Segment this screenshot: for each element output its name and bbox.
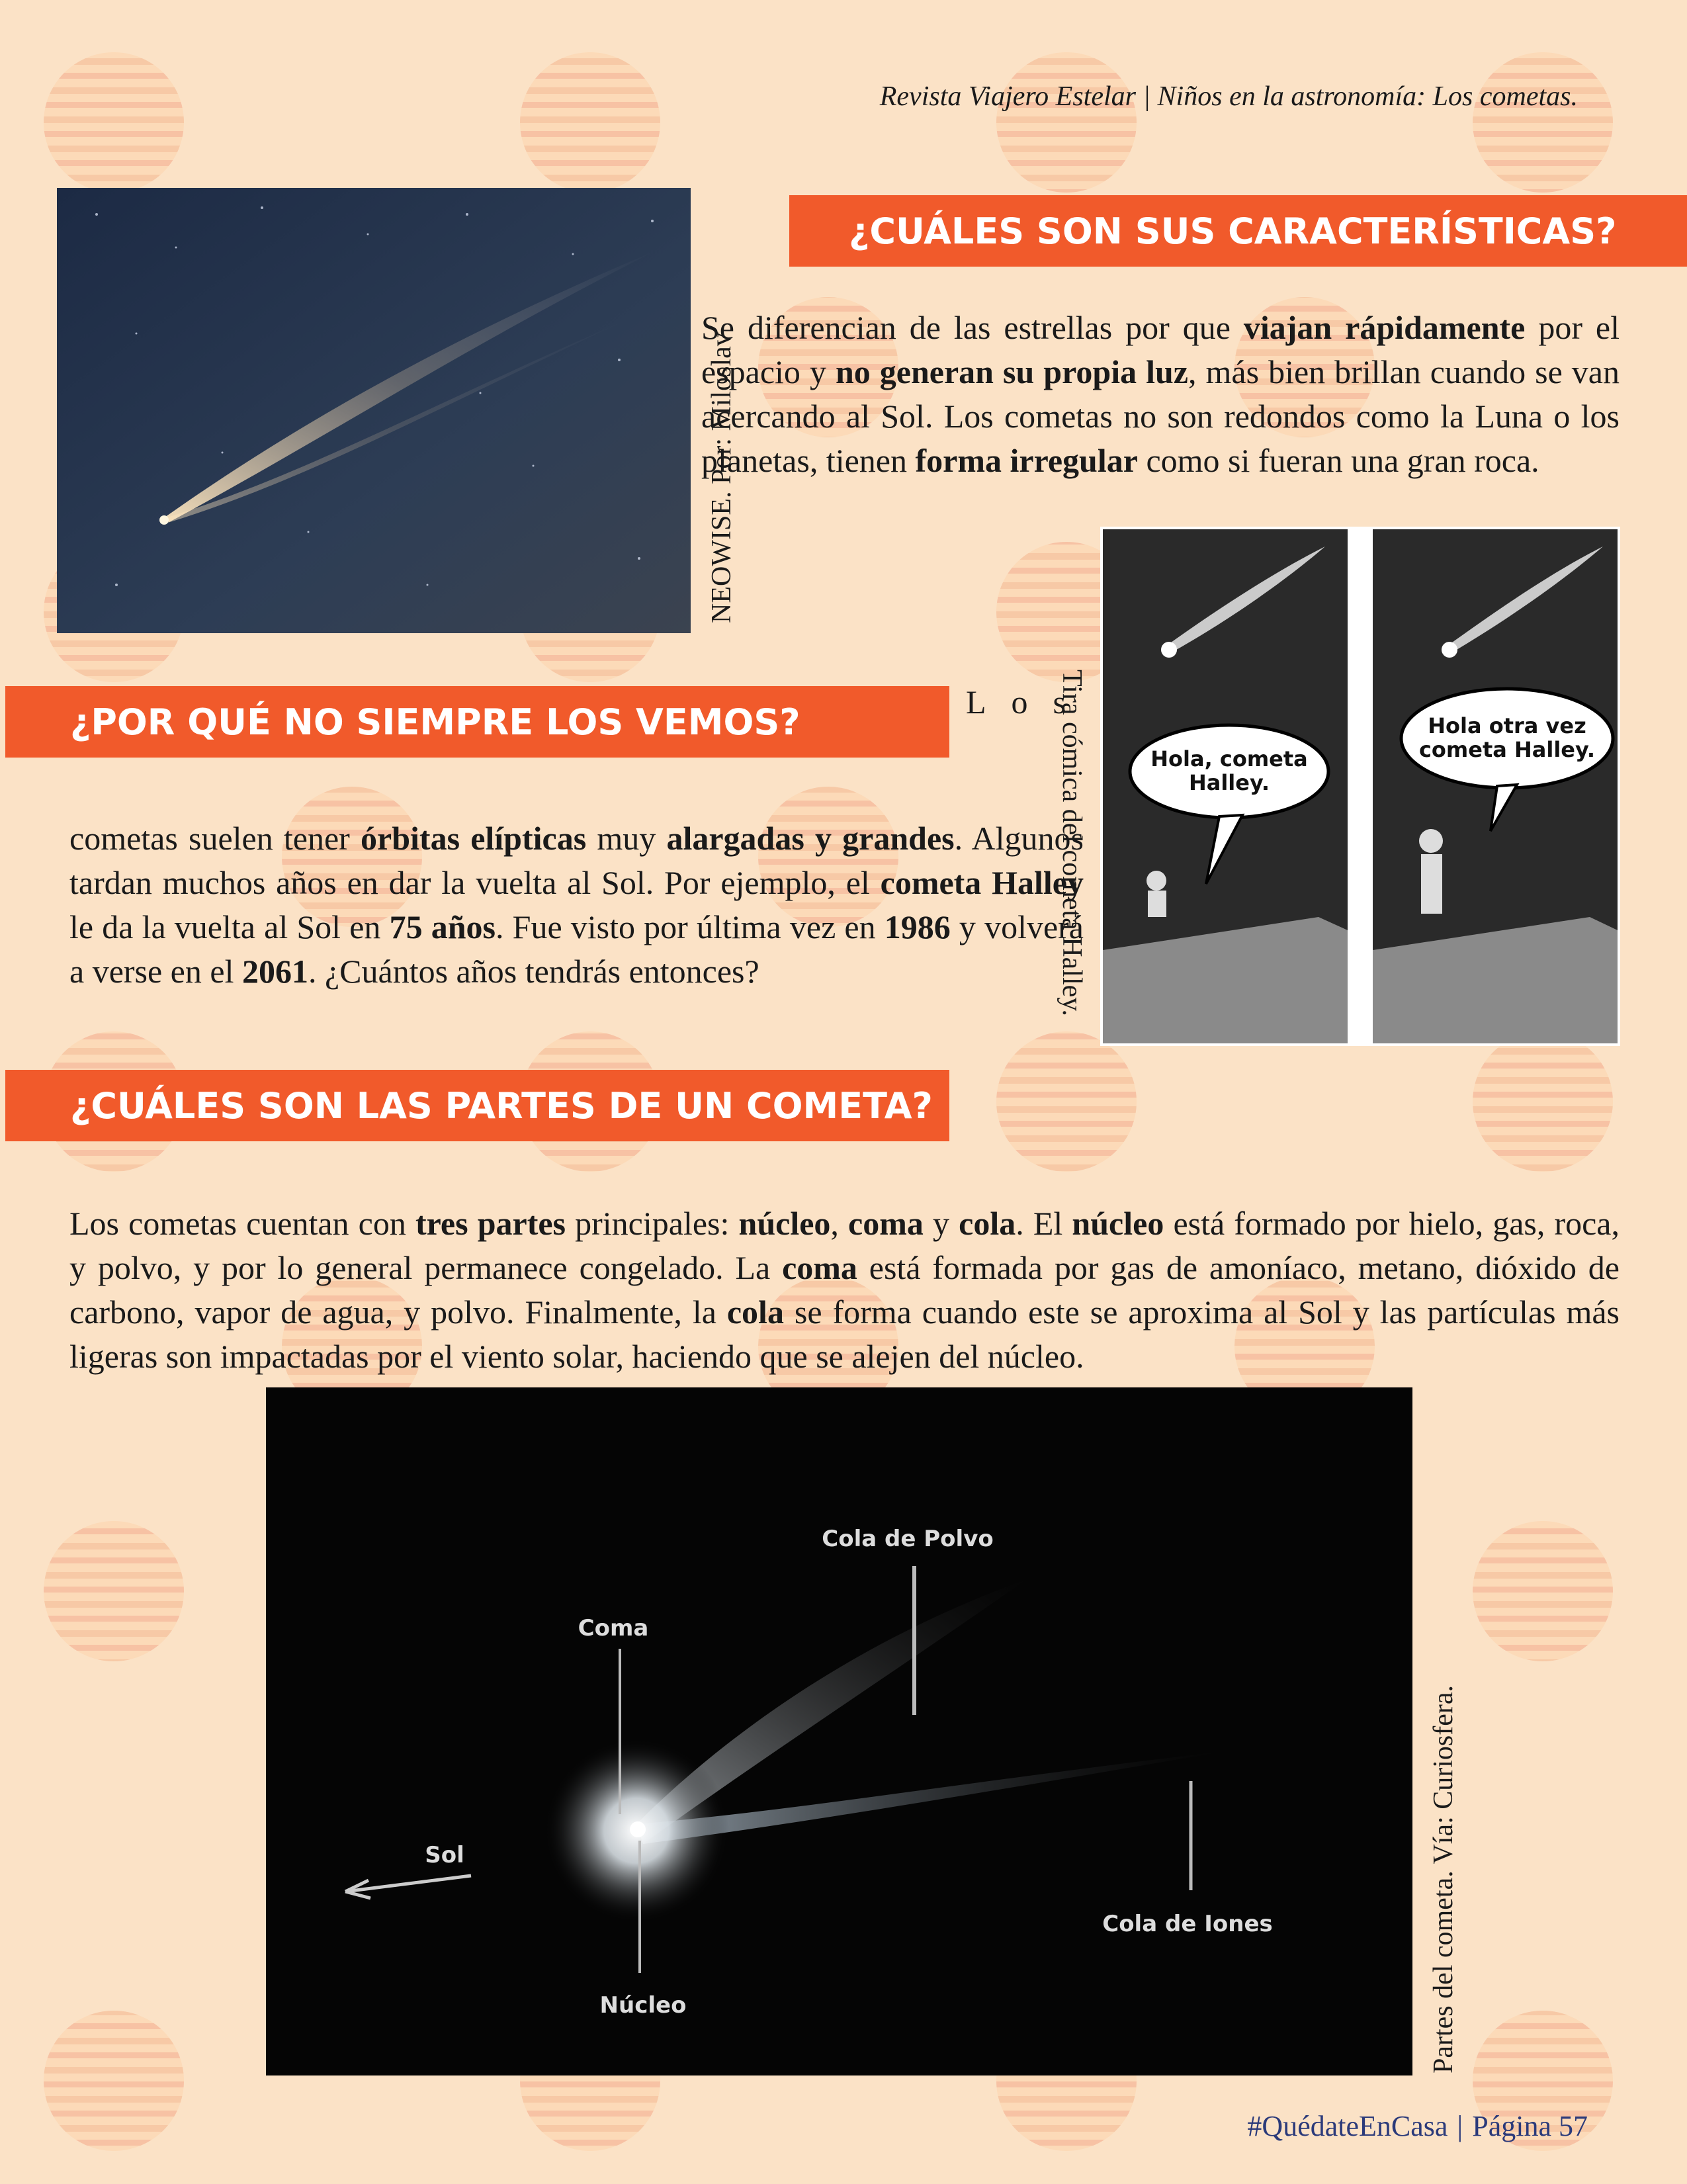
comet-neowise-photo [57,188,691,633]
paragraph-caracteristicas: Se diferencian de las estrellas por que viajan rápidamente por el espacio y no generan su propia luz, más bien brillan cuando se van acercando al Sol. Los cometas no son redondos como la Luna o los planetas, tienen forma irregular como si fueran una gran roca. [701,309,1620,479]
comic-caption: Tira cómica del cometa Halley. [1057,670,1087,1017]
label-sol: Sol [425,1842,464,1868]
bubble1-text-1: Hola, cometa [1150,746,1308,771]
footer-page-number: Página 57 [1472,2110,1588,2142]
heading-partes: ¿CUÁLES SON LAS PARTES DE UN COMETA? [5,1070,949,1141]
label-cola-polvo: Cola de Polvo [822,1526,994,1552]
page-footer: #QuédateEnCasa | Página 57 [1247,2110,1588,2142]
bubble2-text-1: Hola otra vez [1428,713,1586,738]
paragraph-partes: Los cometas cuentan con tres partes principales: núcleo, coma y cola. El núcleo está formado por hielo, gas, roca, y polvo, y por lo general permanece congelado. La coma está formada por gas de amoníaco, metano, dióxido de carbono, vapor de agua, y polvo. Finalmente, la cola se forma cuando este se aproxima al Sol y las partículas más ligeras son impactadas por el viento solar, haciendo que se alejen del núcleo. [69,1205,1620,1375]
heading-caracteristicas: ¿CUÁLES SON SUS CARACTERÍSTICAS? [789,195,1687,267]
heading-por-que: ¿POR QUÉ NO SIEMPRE LOS VEMOS? [5,686,949,758]
comet-parts-diagram [266,1387,1412,2075]
paragraph-orbitas: cometas suelen tener órbitas elípticas muy alargadas y grandes. Algunos tardan muchos años en dar la vuelta al Sol. Por ejemplo, el cometa Halley le da la vuelta al Sol en 75 años. Fue visto por última vez en 1986 y volverá a verse en el 2061. ¿Cuántos años tendrás entonces? [69,820,1084,990]
diagram-caption: Partes del cometa. Vía: Curiosfera. [1428,1684,1459,2074]
bubble1-text-2: Halley. [1188,770,1270,795]
label-cola-iones: Cola de Iones [1102,1911,1273,1937]
label-coma: Coma [578,1615,649,1641]
bubble2-text-2: cometa Halley. [1418,737,1596,762]
label-nucleo: Núcleo [599,1992,687,2019]
halley-comic-strip [1100,527,1620,1046]
page-header: Revista Viajero Estelar | Niños en la astronomía: Los cometas. [879,81,1578,112]
footer-hashtag: #QuédateEnCasa [1247,2110,1448,2142]
photo-caption: NEOWISE. Por: Miloslav [707,332,737,623]
paragraph-lead: Los [966,683,1091,721]
